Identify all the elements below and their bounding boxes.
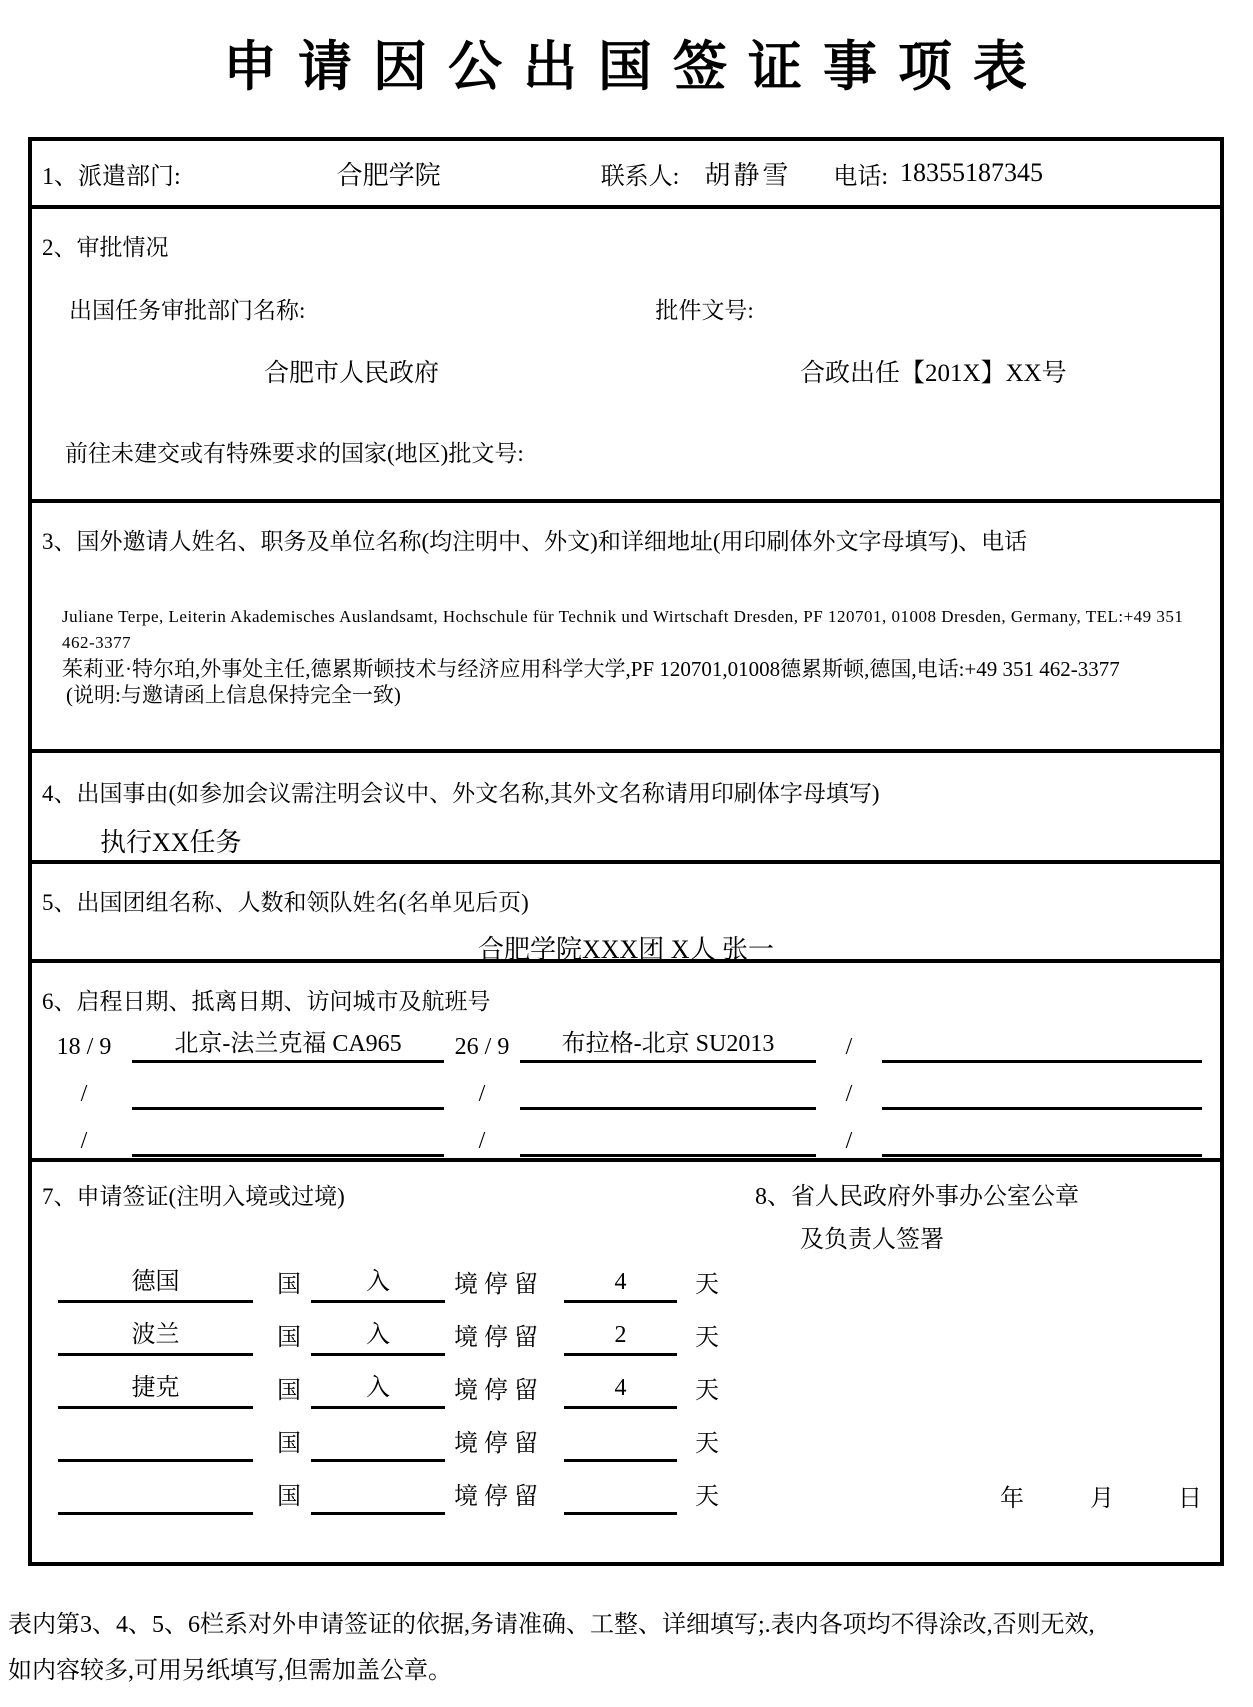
visa-country-field: 捷克 — [58, 1371, 253, 1409]
special-country-approval-label: 前往未建交或有特殊要求的国家(地区)批文号: — [65, 441, 524, 466]
contact-label: 联系人: — [600, 163, 680, 190]
dispatch-department-value: 合肥学院 — [336, 160, 441, 190]
purpose-value: 执行XX任务 — [100, 828, 242, 857]
departure-date-field: / — [845, 1128, 853, 1154]
departure-date-field: / — [80, 1128, 88, 1154]
city-flight-field — [132, 1076, 444, 1110]
sec-approval — [32, 205, 1220, 499]
itinerary-row — [36, 1123, 1220, 1157]
country-suffix-label: 国 — [277, 1378, 301, 1404]
city-flight-field: 北京-法兰克福 CA965 — [132, 1029, 444, 1063]
visa-days-field — [564, 1424, 677, 1462]
group-heading: 5、出国团组名称、人数和领队姓名(名单见后页) — [42, 890, 529, 915]
month-label: 月 — [1090, 1486, 1114, 1512]
approval-doc-value: 合政出任【201X】XX号 — [800, 360, 1067, 387]
contact-name-value: 胡静雪 — [704, 160, 792, 190]
visa-days-field — [564, 1477, 677, 1515]
year-label: 年 — [1000, 1486, 1024, 1512]
inviter-foreign-text: Juliane Terpe, Leiterin Akademisches Auslandsamt, Hochschule für Technik und Wirtschaft Dresden, PF 120701, 01008 Dresden, Germany, TEL:+49 351 462-3377 — [62, 607, 1184, 652]
departure-date-field: / — [80, 1081, 88, 1107]
city-flight-field — [132, 1123, 444, 1157]
visa-days-field: 2 — [564, 1318, 677, 1356]
country-suffix-label: 国 — [277, 1431, 301, 1457]
approval-doc-label: 批件文号: — [655, 298, 754, 323]
visa-country-field: 德国 — [58, 1265, 253, 1303]
day-suffix-label: 天 — [695, 1378, 719, 1404]
day-label: 日 — [1178, 1486, 1202, 1512]
departure-date-field: / — [478, 1128, 486, 1154]
city-flight-field — [882, 1029, 1202, 1063]
visa-heading: 7、申请签证(注明入境或过境) — [42, 1184, 345, 1209]
form-title: 申 请 因 公 出 国 签 证 事 项 表 — [222, 37, 1031, 97]
seal-heading-line2: 及负责人签署 — [800, 1227, 944, 1253]
footer-note-line2: 如内容较多,可用另纸填写,但需加盖公章。 — [8, 1658, 452, 1684]
visa-entry-field: 入 — [311, 1371, 445, 1409]
day-suffix-label: 天 — [695, 1484, 719, 1510]
footer-note — [8, 1612, 1246, 1704]
country-suffix-label: 国 — [277, 1325, 301, 1351]
sec-dispatch — [32, 141, 1220, 205]
visa-country-field — [58, 1477, 253, 1515]
day-suffix-label: 天 — [695, 1431, 719, 1457]
sec-purpose — [32, 749, 1220, 860]
stay-label: 境停留 — [454, 1325, 544, 1351]
visa-row — [32, 1318, 1220, 1356]
itinerary-row — [36, 1076, 1220, 1110]
visa-row — [32, 1424, 1220, 1462]
visa-row — [32, 1371, 1220, 1409]
visa-entry-field: 入 — [311, 1318, 445, 1356]
day-suffix-label: 天 — [695, 1325, 719, 1351]
visa-days-field: 4 — [564, 1265, 677, 1303]
inviter-chinese-text: 茱莉亚·特尔珀,外事处主任,德累斯顿技术与经济应用科学大学,PF 120701,01008德累斯顿,德国,电话:+49 351 462-3377 — [62, 657, 1120, 681]
inviter-heading: 3、国外邀请人姓名、职务及单位名称(均注明中、外文)和详细地址(用印刷体外文字母填写)、电话 — [42, 529, 1028, 554]
inviter-note: (说明:与邀请函上信息保持完全一致) — [66, 683, 401, 707]
visa-entry-field — [311, 1477, 445, 1515]
departure-date-field: 26 / 9 — [454, 1034, 510, 1060]
seal-heading-line1: 8、省人民政府外事办公室公章 — [755, 1184, 1079, 1210]
group-value: 合肥学院XXX团 X人 张一 — [477, 935, 775, 964]
sec-itinerary — [32, 959, 1220, 1158]
country-suffix-label: 国 — [277, 1272, 301, 1298]
itinerary-row — [36, 1029, 1220, 1063]
sec-visa-and-seal — [32, 1158, 1220, 1562]
approval-dept-label: 出国任务审批部门名称: — [69, 298, 306, 323]
city-flight-field: 布拉格-北京 SU2013 — [520, 1029, 816, 1063]
form-table — [28, 137, 1224, 1566]
departure-date-field: / — [478, 1081, 486, 1107]
city-flight-field — [882, 1076, 1202, 1110]
visa-entry-field: 入 — [311, 1265, 445, 1303]
sec-group — [32, 860, 1220, 964]
visa-days-field: 4 — [564, 1371, 677, 1409]
sec-inviter — [32, 499, 1220, 749]
purpose-heading: 4、出国事由(如参加会议需注明会议中、外文名称,其外文名称请用印刷体字母填写) — [42, 781, 880, 806]
dispatch-label: 1、派遣部门: — [42, 163, 181, 190]
approval-dept-value: 合肥市人民政府 — [264, 360, 440, 387]
stay-label: 境停留 — [454, 1272, 544, 1298]
city-flight-field — [520, 1076, 816, 1110]
stay-label: 境停留 — [454, 1484, 544, 1510]
itinerary-heading: 6、启程日期、抵离日期、访问城市及航班号 — [42, 989, 491, 1014]
visa-country-field: 波兰 — [58, 1318, 253, 1356]
phone-value: 18355187345 — [900, 158, 1044, 187]
city-flight-field — [882, 1123, 1202, 1157]
country-suffix-label: 国 — [277, 1484, 301, 1510]
visa-entry-field — [311, 1424, 445, 1462]
stay-label: 境停留 — [454, 1431, 544, 1457]
stay-label: 境停留 — [454, 1378, 544, 1404]
visa-row — [32, 1265, 1220, 1303]
day-suffix-label: 天 — [695, 1272, 719, 1298]
departure-date-field: / — [845, 1034, 853, 1060]
approval-heading: 2、审批情况 — [42, 235, 169, 260]
footer-note-line1: 表内第3、4、5、6栏系对外申请签证的依据,务请准确、工整、详细填写;.表内各项均不得涂改,否则无效, — [8, 1612, 1095, 1638]
visa-row — [32, 1477, 1220, 1515]
phone-label: 电话: — [833, 163, 889, 190]
departure-date-field: 18 / 9 — [56, 1034, 112, 1060]
departure-date-field: / — [845, 1081, 853, 1107]
city-flight-field — [520, 1123, 816, 1157]
visa-country-field — [58, 1424, 253, 1462]
